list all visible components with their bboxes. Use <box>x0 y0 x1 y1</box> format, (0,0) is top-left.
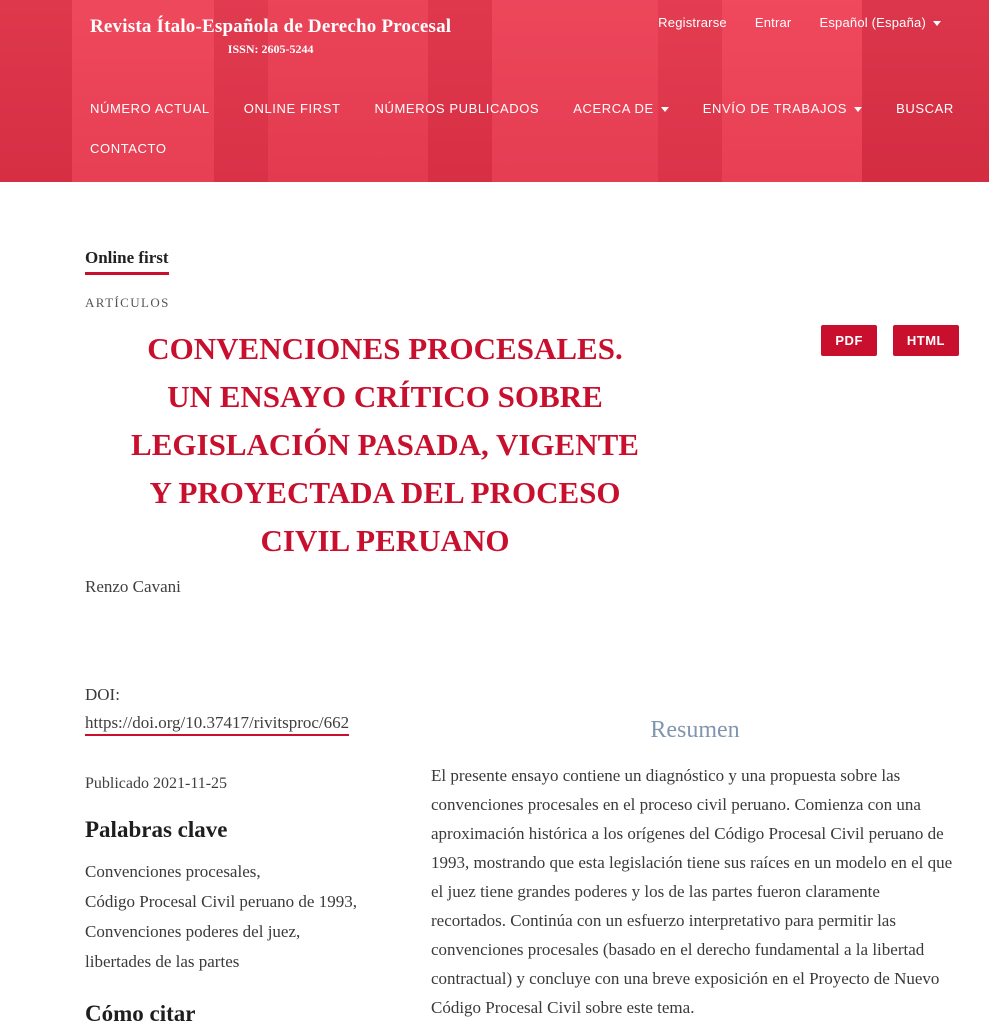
keyword-item: Convenciones poderes del juez, <box>85 922 301 941</box>
user-nav <box>658 15 941 30</box>
nav-item-online-first[interactable]: ONLINE FIRST <box>243 101 341 116</box>
galley-buttons <box>821 325 959 356</box>
nav-item-buscar[interactable]: BUSCAR <box>896 101 954 116</box>
keyword-item: libertades de las partes <box>85 952 240 971</box>
html-button[interactable]: HTML <box>893 325 959 356</box>
section-label: ARTÍCULOS <box>85 295 170 310</box>
nav-item-envio-de-trabajos[interactable] <box>703 101 862 116</box>
journal-brand[interactable] <box>90 16 451 57</box>
nav-item-acerca-de[interactable] <box>573 101 669 116</box>
title-wrap <box>85 325 685 565</box>
language-dropdown-label: Español (España) <box>819 15 926 30</box>
chevron-down-icon <box>933 21 941 26</box>
abstract-text: El presente ensayo contiene un diagnóstico y una propuesta sobre las convenciones procesales en el proceso civil peruano. Comienza con una aproximación histórica a los orígenes del Código Procesal Civil peruano de 1993, mostrando que esta legislación tiene sus raíces en un modelo en el que el juez tiene grandes poderes y los de las partes fueron claramente recortados. Continúa con un esfuerzo interpretativo para permitir las convenciones procesales (basado en el derecho fundamental a la libertad contractual) y concluye con una breve exposición en el Proyecto de Nuevo Código Procesal Civil sobre este tema. <box>431 766 953 1017</box>
register-link[interactable]: Registrarse <box>658 15 727 30</box>
primary-nav-row2 <box>90 141 167 156</box>
how-to-cite-heading: Cómo citar <box>85 1001 196 1023</box>
article-title: CONVENCIONES PROCESALES. UN ENSAYO CRÍTICO SOBRE LEGISLACIÓN PASADA, VIGENTE Y PROYECTADA DEL PROCESO CIVIL PERUANO <box>131 331 639 558</box>
nav-item-acerca-de-label: ACERCA DE <box>573 101 654 116</box>
nav-item-envio-de-trabajos-label: ENVÍO DE TRABAJOS <box>702 101 848 116</box>
article-details <box>85 681 959 1023</box>
nav-item-contacto[interactable]: CONTACTO <box>90 141 167 156</box>
primary-nav <box>90 101 954 116</box>
nav-item-numeros-publicados[interactable]: NÚMEROS PUBLICADOS <box>374 101 540 116</box>
keywords-heading: Palabras clave <box>85 817 228 842</box>
doi-label: DOI: <box>85 685 120 704</box>
author-name: Renzo Cavani <box>85 577 181 596</box>
journal-issn: ISSN: 2605-5244 <box>227 42 314 56</box>
keyword-item: Código Procesal Civil peruano de 1993, <box>85 892 357 911</box>
pdf-button[interactable]: PDF <box>821 325 877 356</box>
details-right-column <box>431 681 959 1023</box>
breadcrumb-online-first[interactable]: Online first <box>85 248 169 275</box>
title-row <box>85 325 959 565</box>
nav-item-numero-actual[interactable]: NÚMERO ACTUAL <box>90 101 210 116</box>
doi-link[interactable]: https://doi.org/10.37417/rivitsproc/662 <box>85 713 349 736</box>
article-page <box>0 182 989 1023</box>
keyword-item: Convenciones procesales, <box>85 862 261 881</box>
chevron-down-icon <box>661 107 669 112</box>
site-header <box>0 0 989 182</box>
details-left-column <box>85 681 403 1023</box>
published-date: Publicado 2021-11-25 <box>85 775 228 792</box>
abstract-heading: Resumen <box>650 717 740 743</box>
keywords-list <box>85 857 403 977</box>
journal-title: Revista Ítalo-Española de Derecho Procesal <box>90 16 452 37</box>
login-link[interactable]: Entrar <box>754 15 792 30</box>
language-dropdown[interactable] <box>819 15 941 30</box>
chevron-down-icon <box>854 107 862 112</box>
